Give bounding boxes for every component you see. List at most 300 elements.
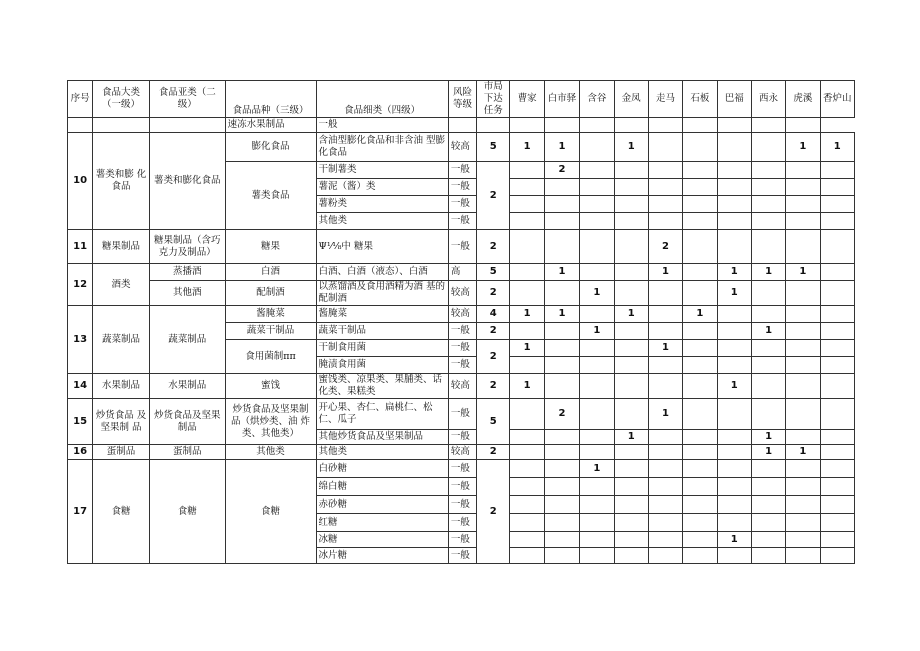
- town-count-cell: [614, 213, 648, 230]
- town-count-cell: [544, 196, 579, 213]
- town-count-cell: [683, 478, 717, 496]
- town-count-cell: [648, 357, 682, 374]
- town-count-cell: 1: [751, 323, 785, 340]
- risk-cell: 一般: [448, 514, 476, 532]
- town-count-cell: 1: [786, 133, 820, 162]
- table-row: [68, 264, 855, 281]
- town-count-cell: [786, 306, 820, 323]
- risk-cell: 一般: [448, 496, 476, 514]
- town-count-cell: [544, 445, 579, 460]
- town-count-cell: [580, 340, 614, 357]
- header-cat1: 食品大类（一级）: [93, 81, 150, 118]
- town-count-cell: [544, 230, 579, 264]
- town-count-cell: [786, 496, 820, 514]
- town-count-cell: [648, 179, 682, 196]
- town-count-cell: [648, 213, 682, 230]
- table-row: [68, 445, 855, 460]
- seq-cell: 12: [68, 264, 93, 306]
- town-count-cell: [820, 514, 854, 532]
- town-count-cell: 1: [614, 133, 648, 162]
- cat3-cell: 配制酒: [225, 281, 316, 306]
- town-count-cell: [544, 496, 579, 514]
- table-row: [68, 374, 855, 399]
- town-count-cell: 1: [751, 264, 785, 281]
- town-count-cell: [510, 213, 544, 230]
- town-count-cell: [580, 445, 614, 460]
- header-task: 市局下达任务: [477, 81, 510, 118]
- cat1-cell: 糖果制品: [93, 230, 150, 264]
- risk-cell: 较高: [448, 374, 476, 399]
- risk-cell: 一般: [316, 118, 448, 133]
- town-count-cell: [614, 357, 648, 374]
- town-count-cell: 1: [580, 281, 614, 306]
- cat1-cell: 炒货食品 及坚果制 品: [93, 399, 150, 445]
- town-count-cell: [580, 478, 614, 496]
- task-cell: [448, 118, 476, 133]
- risk-cell: 一般: [448, 460, 476, 478]
- town-count-cell: [786, 430, 820, 445]
- town-count-cell: [683, 264, 717, 281]
- town-count-cell: [820, 306, 854, 323]
- town-count-cell: [510, 323, 544, 340]
- town-count-cell: 1: [544, 133, 579, 162]
- town-count-cell: [820, 548, 854, 564]
- town-count-cell: [683, 460, 717, 478]
- town-count-cell: [683, 430, 717, 445]
- town-count-cell: [751, 399, 785, 430]
- town-count-cell: [544, 118, 579, 133]
- town-count-cell: [544, 281, 579, 306]
- header-town: 香炉山: [820, 81, 854, 118]
- town-count-cell: [786, 514, 820, 532]
- town-count-cell: [717, 496, 751, 514]
- town-count-cell: [510, 430, 544, 445]
- town-count-cell: [717, 323, 751, 340]
- town-count-cell: [786, 460, 820, 478]
- town-count-cell: 1: [580, 323, 614, 340]
- header-town: 走马: [648, 81, 682, 118]
- town-count-cell: [751, 460, 785, 478]
- town-count-cell: [510, 179, 544, 196]
- cat4-cell: 腌渍食用菌: [316, 357, 448, 374]
- town-count-cell: [580, 430, 614, 445]
- town-count-cell: [580, 532, 614, 548]
- town-count-cell: [510, 445, 544, 460]
- town-count-cell: [717, 445, 751, 460]
- town-count-cell: [786, 118, 820, 133]
- seq-cell: 13: [68, 306, 93, 374]
- town-count-cell: [510, 230, 544, 264]
- town-count-cell: [683, 179, 717, 196]
- town-count-cell: 1: [510, 306, 544, 323]
- town-count-cell: [648, 430, 682, 445]
- town-count-cell: [614, 478, 648, 496]
- town-count-cell: 1: [751, 445, 785, 460]
- town-count-cell: [648, 478, 682, 496]
- town-count-cell: [717, 118, 751, 133]
- cat4-cell: 赤砂糖: [316, 496, 448, 514]
- town-count-cell: [544, 430, 579, 445]
- town-count-cell: [580, 548, 614, 564]
- town-count-cell: [510, 357, 544, 374]
- town-count-cell: [820, 357, 854, 374]
- task-cell: 2: [477, 374, 510, 399]
- town-count-cell: [648, 374, 682, 399]
- risk-cell: 一般: [448, 323, 476, 340]
- town-count-cell: [786, 532, 820, 548]
- town-count-cell: [820, 179, 854, 196]
- risk-cell: 一般: [448, 340, 476, 357]
- town-count-cell: [614, 374, 648, 399]
- cat4-cell: 蜜饯类、凉果类、果脯类、话化类、果糕类: [316, 374, 448, 399]
- cat1-cell: [93, 118, 150, 133]
- town-count-cell: [614, 399, 648, 430]
- town-count-cell: 1: [510, 374, 544, 399]
- town-count-cell: [648, 532, 682, 548]
- town-count-cell: [580, 514, 614, 532]
- town-count-cell: [510, 162, 544, 179]
- risk-cell: 一般: [448, 548, 476, 564]
- risk-cell: 一般: [448, 179, 476, 196]
- town-count-cell: [717, 133, 751, 162]
- town-count-cell: [544, 532, 579, 548]
- town-count-cell: [717, 399, 751, 430]
- town-count-cell: 1: [510, 133, 544, 162]
- town-count-cell: [717, 213, 751, 230]
- town-count-cell: [751, 374, 785, 399]
- town-count-cell: [820, 213, 854, 230]
- town-count-cell: [614, 548, 648, 564]
- town-count-cell: 1: [648, 340, 682, 357]
- risk-cell: 较高: [448, 133, 476, 162]
- town-count-cell: [751, 496, 785, 514]
- town-count-cell: [614, 118, 648, 133]
- task-cell: 4: [477, 306, 510, 323]
- town-count-cell: [614, 496, 648, 514]
- town-count-cell: [717, 230, 751, 264]
- header-row: [68, 81, 855, 118]
- town-count-cell: [580, 213, 614, 230]
- seq-cell: 11: [68, 230, 93, 264]
- header-town: 石板: [683, 81, 717, 118]
- town-count-cell: [580, 162, 614, 179]
- cat3-cell: 薯类食品: [225, 162, 316, 230]
- seq-cell: 10: [68, 133, 93, 230]
- town-count-cell: [648, 162, 682, 179]
- town-count-cell: [683, 445, 717, 460]
- cat4-cell: 薯泥（酱）类: [316, 179, 448, 196]
- town-count-cell: [717, 162, 751, 179]
- cat4-cell: 蔬菜干制品: [316, 323, 448, 340]
- task-cell: 5: [477, 264, 510, 281]
- town-count-cell: [510, 264, 544, 281]
- town-count-cell: [751, 281, 785, 306]
- table-row: [68, 230, 855, 264]
- cat1-cell: 薯类和膨 化食品: [93, 133, 150, 230]
- task-cell: 2: [477, 230, 510, 264]
- town-count-cell: [614, 445, 648, 460]
- cat1-cell: 蔬菜制品: [93, 306, 150, 374]
- town-count-cell: [786, 323, 820, 340]
- cat2-cell: 水果制品: [149, 374, 225, 399]
- town-count-cell: [820, 230, 854, 264]
- town-count-cell: [580, 179, 614, 196]
- town-count-cell: 1: [614, 430, 648, 445]
- cat4-cell: 红糖: [316, 514, 448, 532]
- risk-cell: 较高: [448, 281, 476, 306]
- town-count-cell: [751, 514, 785, 532]
- town-count-cell: [510, 514, 544, 532]
- town-count-cell: [544, 213, 579, 230]
- cat3-cell: 蜜饯: [225, 374, 316, 399]
- header-town: 含谷: [580, 81, 614, 118]
- town-count-cell: [751, 179, 785, 196]
- town-count-cell: [820, 162, 854, 179]
- town-count-cell: 2: [544, 162, 579, 179]
- town-count-cell: [510, 118, 544, 133]
- town-count-cell: [717, 196, 751, 213]
- town-count-cell: [786, 230, 820, 264]
- cat4-cell: Ψ⅟⅛中 糖果: [316, 230, 448, 264]
- town-count-cell: [751, 340, 785, 357]
- cat2-cell: 薯类和膨化食品: [149, 133, 225, 230]
- town-count-cell: [544, 179, 579, 196]
- town-count-cell: [717, 460, 751, 478]
- town-count-cell: [820, 496, 854, 514]
- table-row: [68, 281, 855, 306]
- seq-cell: 15: [68, 399, 93, 445]
- town-count-cell: [683, 532, 717, 548]
- town-count-cell: [683, 196, 717, 213]
- town-count-cell: [614, 532, 648, 548]
- cat4-cell: 速冻水果制品: [225, 118, 316, 133]
- town-count-cell: [820, 323, 854, 340]
- town-count-cell: [648, 281, 682, 306]
- header-town: 虎溪: [786, 81, 820, 118]
- town-count-cell: [580, 374, 614, 399]
- cat1-cell: 水果制品: [93, 374, 150, 399]
- town-count-cell: [751, 548, 785, 564]
- cat2-cell: 糖果制品（含巧克力及制品）: [149, 230, 225, 264]
- town-count-cell: [510, 460, 544, 478]
- town-count-cell: [717, 430, 751, 445]
- risk-cell: 较高: [448, 445, 476, 460]
- town-count-cell: [580, 133, 614, 162]
- town-count-cell: [580, 118, 614, 133]
- town-count-cell: [820, 430, 854, 445]
- town-count-cell: [580, 264, 614, 281]
- sampling-task-table: [67, 80, 855, 564]
- header-risk: 风险等级: [448, 81, 476, 118]
- town-count-cell: [510, 478, 544, 496]
- town-count-cell: [820, 281, 854, 306]
- town-count-cell: [786, 281, 820, 306]
- town-count-cell: [820, 478, 854, 496]
- town-count-cell: [786, 213, 820, 230]
- risk-cell: 一般: [448, 357, 476, 374]
- risk-cell: 一般: [448, 532, 476, 548]
- cat2-cell: 其他酒: [149, 281, 225, 306]
- town-count-cell: 1: [717, 532, 751, 548]
- town-count-cell: [751, 162, 785, 179]
- town-count-cell: 1: [786, 445, 820, 460]
- cat4-cell: 白砂糖: [316, 460, 448, 478]
- town-count-cell: [580, 496, 614, 514]
- town-count-cell: [786, 478, 820, 496]
- cat3-cell: 白酒: [225, 264, 316, 281]
- town-count-cell: [786, 374, 820, 399]
- town-count-cell: [614, 281, 648, 306]
- town-count-cell: [717, 514, 751, 532]
- town-count-cell: [820, 460, 854, 478]
- town-count-cell: [510, 399, 544, 430]
- town-count-cell: 2: [648, 230, 682, 264]
- town-count-cell: 1: [648, 264, 682, 281]
- risk-cell: 较高: [448, 306, 476, 323]
- cat2-cell: 蛋制品: [149, 445, 225, 460]
- header-town: 白市驿: [544, 81, 579, 118]
- task-cell: 2: [477, 281, 510, 306]
- town-count-cell: 1: [614, 306, 648, 323]
- cat4-cell: 绵白糖: [316, 478, 448, 496]
- risk-cell: 一般: [448, 430, 476, 445]
- cat4-cell: 薯粉类: [316, 196, 448, 213]
- cat4-cell: 含油型膨化食品和非含油 型膨化食品: [316, 133, 448, 162]
- town-count-cell: [544, 374, 579, 399]
- town-count-cell: [786, 548, 820, 564]
- town-count-cell: 1: [544, 264, 579, 281]
- town-count-cell: [751, 118, 785, 133]
- cat3-cell: 蔬菜干制品: [225, 323, 316, 340]
- town-count-cell: [614, 460, 648, 478]
- header-town: 西永: [751, 81, 785, 118]
- town-count-cell: [648, 548, 682, 564]
- town-count-cell: [820, 374, 854, 399]
- town-count-cell: [786, 399, 820, 430]
- risk-cell: 一般: [448, 230, 476, 264]
- cat4-cell: 其他类: [316, 445, 448, 460]
- cat3-cell: 食糖: [225, 460, 316, 564]
- town-count-cell: [648, 323, 682, 340]
- town-count-cell: [683, 496, 717, 514]
- cat3-cell: 膨化食品: [225, 133, 316, 162]
- town-count-cell: 1: [820, 133, 854, 162]
- town-count-cell: [820, 532, 854, 548]
- task-cell: 2: [477, 340, 510, 374]
- task-cell: 2: [477, 460, 510, 564]
- town-count-cell: 2: [544, 399, 579, 430]
- town-count-cell: [786, 357, 820, 374]
- task-cell: 5: [477, 133, 510, 162]
- cat1-cell: 蛋制品: [93, 445, 150, 460]
- town-count-cell: [751, 478, 785, 496]
- town-count-cell: [648, 496, 682, 514]
- town-count-cell: [614, 162, 648, 179]
- town-count-cell: [510, 496, 544, 514]
- town-count-cell: [544, 478, 579, 496]
- table-row: [68, 399, 855, 430]
- town-count-cell: 1: [751, 430, 785, 445]
- town-count-cell: [751, 196, 785, 213]
- task-cell: 5: [477, 399, 510, 445]
- town-count-cell: [683, 230, 717, 264]
- cat1-cell: 酒类: [93, 264, 150, 306]
- town-count-cell: [580, 306, 614, 323]
- task-cell: 2: [477, 162, 510, 230]
- cat2-cell: 食糖: [149, 460, 225, 564]
- town-count-cell: 1: [717, 264, 751, 281]
- town-count-cell: [477, 118, 510, 133]
- town-count-cell: [820, 196, 854, 213]
- town-count-cell: [820, 264, 854, 281]
- town-count-cell: [614, 179, 648, 196]
- risk-cell: 一般: [448, 162, 476, 179]
- town-count-cell: 1: [580, 460, 614, 478]
- seq-cell: 16: [68, 445, 93, 460]
- town-count-cell: [648, 133, 682, 162]
- cat2-cell: 炒货食品及坚果制品: [149, 399, 225, 445]
- header-cat2: 食品亚类（二级）: [149, 81, 225, 118]
- town-count-cell: [751, 213, 785, 230]
- town-count-cell: [580, 196, 614, 213]
- town-count-cell: [751, 357, 785, 374]
- risk-cell: 一般: [448, 196, 476, 213]
- town-count-cell: [820, 445, 854, 460]
- risk-cell: 一般: [448, 399, 476, 430]
- town-count-cell: 1: [683, 306, 717, 323]
- town-count-cell: [717, 478, 751, 496]
- cat2-cell: [149, 118, 225, 133]
- town-count-cell: [683, 514, 717, 532]
- town-count-cell: [648, 445, 682, 460]
- town-count-cell: [614, 340, 648, 357]
- town-count-cell: [751, 133, 785, 162]
- town-count-cell: [717, 357, 751, 374]
- cat3-cell: 炒货食品及坚果制 品（烘炒类、油 炸类、其他类）: [225, 399, 316, 445]
- town-count-cell: [580, 230, 614, 264]
- town-count-cell: [648, 196, 682, 213]
- cat3-cell: 酱腌菜: [225, 306, 316, 323]
- cat3-cell: 糖果: [225, 230, 316, 264]
- town-count-cell: [717, 548, 751, 564]
- header-town: 曹家: [510, 81, 544, 118]
- cat2-cell: 蒸播酒: [149, 264, 225, 281]
- town-count-cell: [544, 548, 579, 564]
- town-count-cell: [683, 118, 717, 133]
- town-count-cell: [544, 323, 579, 340]
- task-cell: 2: [477, 323, 510, 340]
- town-count-cell: [648, 306, 682, 323]
- header-town: 金凤: [614, 81, 648, 118]
- town-count-cell: 1: [786, 264, 820, 281]
- town-count-cell: [683, 213, 717, 230]
- cat4-cell: 冰片糖: [316, 548, 448, 564]
- task-cell: 2: [477, 445, 510, 460]
- town-count-cell: [614, 196, 648, 213]
- town-count-cell: [683, 548, 717, 564]
- town-count-cell: [510, 281, 544, 306]
- town-count-cell: [510, 196, 544, 213]
- town-count-cell: 1: [648, 399, 682, 430]
- town-count-cell: [648, 118, 682, 133]
- town-count-cell: [648, 514, 682, 532]
- header-cat4: 食品细类（四级）: [316, 81, 448, 118]
- header-town: 巴福: [717, 81, 751, 118]
- town-count-cell: [683, 340, 717, 357]
- town-count-cell: [614, 230, 648, 264]
- cat2-cell: 蔬菜制品: [149, 306, 225, 374]
- town-count-cell: [614, 514, 648, 532]
